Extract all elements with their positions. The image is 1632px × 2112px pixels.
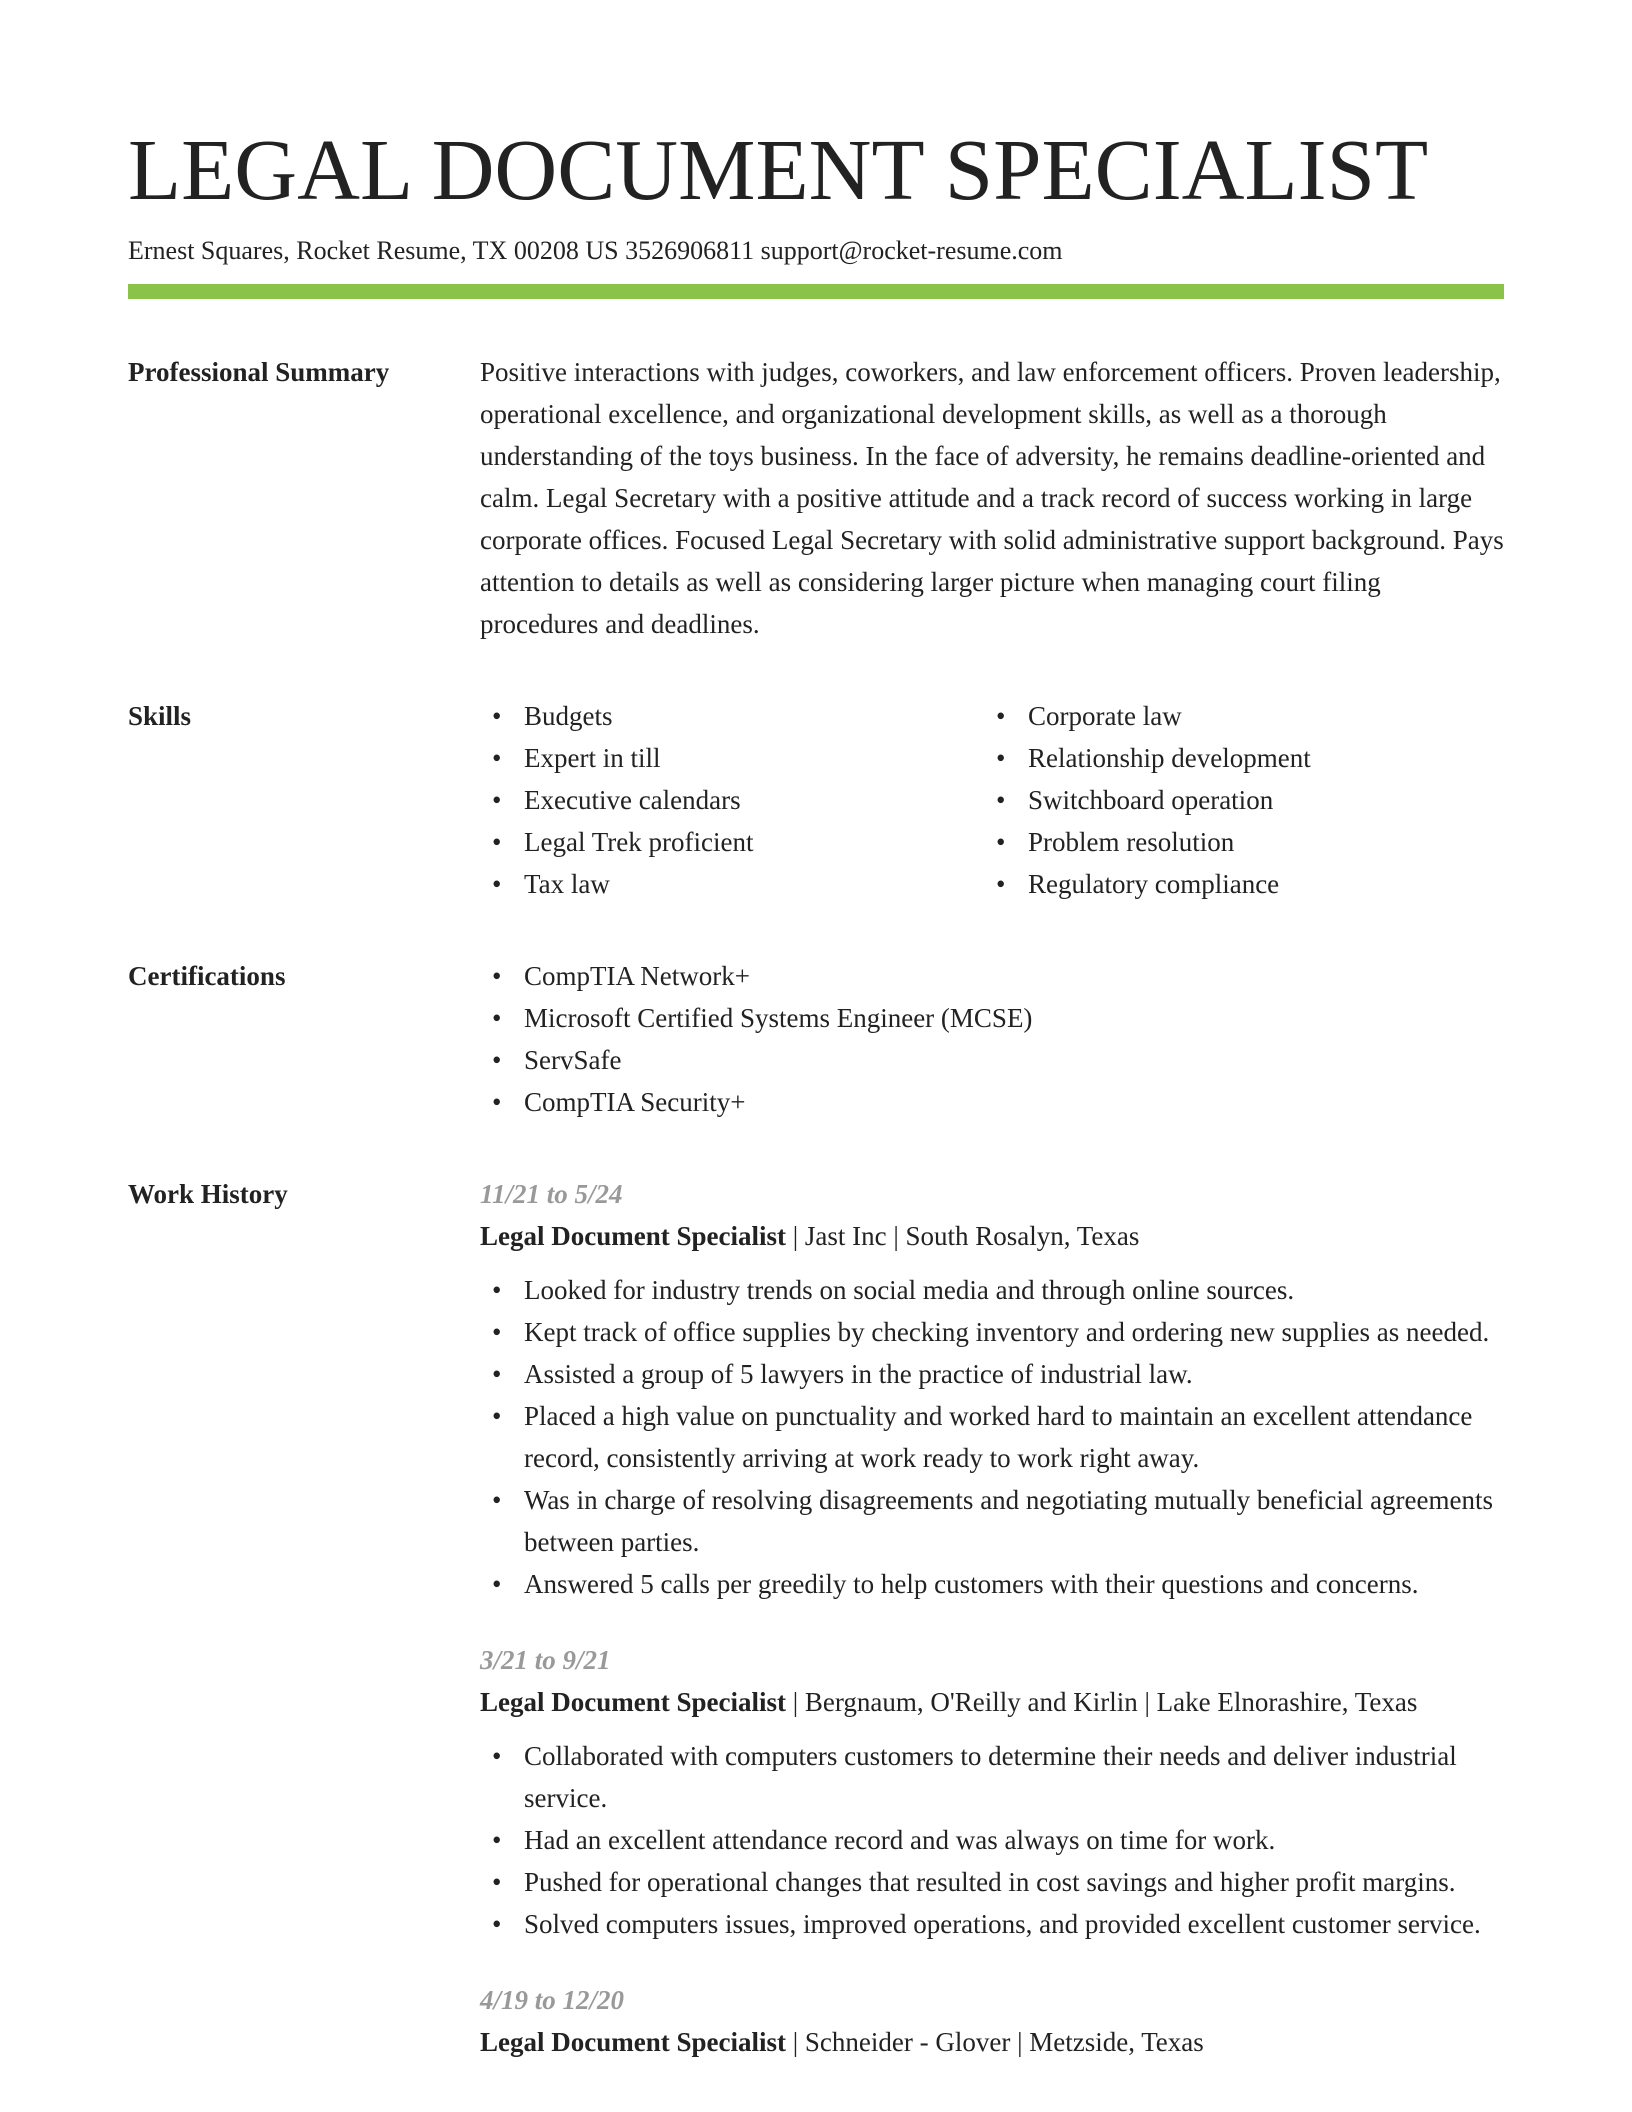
resume-title: LEGAL DOCUMENT SPECIALIST xyxy=(128,121,1429,218)
work-history-heading: Work History xyxy=(128,1179,288,1209)
job-title: Legal Document Specialist xyxy=(480,2027,786,2057)
skills-heading: Skills xyxy=(128,701,192,731)
certifications-section xyxy=(128,955,1504,1123)
job-bullet: • Looked for industry trends on social media and through online sources. xyxy=(480,1269,1504,1311)
skills-section xyxy=(128,695,1504,905)
skill-item: • Regulatory compliance xyxy=(984,863,1488,905)
job-employer-location: | Schneider - Glover | Metzside, Texas xyxy=(785,2027,1204,2057)
job-dates: 4/19 to 12/20 xyxy=(480,1985,625,2015)
certifications-list xyxy=(480,955,1504,1123)
job-bullet: • Pushed for operational changes that resulted in cost savings and higher profit margins. xyxy=(480,1861,1504,1903)
skill-item: • Corporate law xyxy=(984,695,1488,737)
skills-list-left xyxy=(480,695,984,905)
job-bullet: • Answered 5 calls per greedily to help customers with their questions and concerns. xyxy=(480,1563,1504,1605)
resume-page xyxy=(128,118,1504,2097)
accent-divider xyxy=(128,284,1504,299)
skill-item: • Switchboard operation xyxy=(984,779,1488,821)
skill-item: • Relationship development xyxy=(984,737,1488,779)
job-employer-location: | Jast Inc | South Rosalyn, Texas xyxy=(785,1221,1140,1251)
job-bullet: • Solved computers issues, improved operations, and provided excellent customer service. xyxy=(480,1903,1504,1945)
summary-section xyxy=(128,351,1504,645)
summary-text: Positive interactions with judges, coworkers, and law enforcement officers. Proven leadership, operational excellence, and organizational development skills, as well as a thorough understanding of the toys business. In the face of adversity, he remains deadline-oriented and calm. Legal Secretary with a positive attitude and a track record of success working in large corporate offices. Focused Legal Secretary with solid administrative support background. Pays attention to details as well as considering larger picture when managing court filing procedures and deadlines. xyxy=(480,357,1504,639)
job-dates: 3/21 to 9/21 xyxy=(480,1645,611,1675)
certification-item: • ServSafe xyxy=(480,1039,1504,1081)
job-entry xyxy=(480,1979,1504,2063)
certification-item: • Microsoft Certified Systems Engineer (MCSE) xyxy=(480,997,1504,1039)
summary-heading: Professional Summary xyxy=(128,357,390,387)
skill-item: • Tax law xyxy=(480,863,984,905)
job-bullet: • Placed a high value on punctuality and worked hard to maintain an excellent attendance record, consistently arriving at work ready to work right away. xyxy=(480,1395,1504,1479)
job-bullet: • Was in charge of resolving disagreements and negotiating mutually beneficial agreements between parties. xyxy=(480,1479,1504,1563)
job-bullet: • Had an excellent attendance record and was always on time for work. xyxy=(480,1819,1504,1861)
job-header xyxy=(480,1681,1504,1723)
job-title: Legal Document Specialist xyxy=(480,1687,786,1717)
certifications-heading: Certifications xyxy=(128,961,286,991)
job-bullet: • Collaborated with computers customers to determine their needs and deliver industrial service. xyxy=(480,1735,1504,1819)
job-title: Legal Document Specialist xyxy=(480,1221,786,1251)
certification-item: • CompTIA Network+ xyxy=(480,955,1504,997)
job-entry xyxy=(480,1173,1504,1605)
certification-item: • CompTIA Security+ xyxy=(480,1081,1504,1123)
job-bullets xyxy=(480,1269,1504,1605)
job-employer-location: | Bergnaum, O'Reilly and Kirlin | Lake Elnorashire, Texas xyxy=(785,1687,1418,1717)
skills-list-right xyxy=(984,695,1488,905)
contact-line: Ernest Squares, Rocket Resume, TX 00208 US 3526906811 support@rocket-resume.com xyxy=(128,236,1063,265)
job-header xyxy=(480,2021,1504,2063)
skill-item: • Budgets xyxy=(480,695,984,737)
skill-item: • Executive calendars xyxy=(480,779,984,821)
job-bullet: • Assisted a group of 5 lawyers in the practice of industrial law. xyxy=(480,1353,1504,1395)
skill-item: • Legal Trek proficient xyxy=(480,821,984,863)
job-bullet: • Kept track of office supplies by checking inventory and ordering new supplies as needed. xyxy=(480,1311,1504,1353)
job-entry xyxy=(480,1639,1504,1945)
skill-item: • Problem resolution xyxy=(984,821,1488,863)
skill-item: • Expert in till xyxy=(480,737,984,779)
job-dates: 11/21 to 5/24 xyxy=(480,1179,623,1209)
work-history-section xyxy=(128,1173,1504,2097)
job-bullets xyxy=(480,1735,1504,1945)
job-header xyxy=(480,1215,1504,1257)
